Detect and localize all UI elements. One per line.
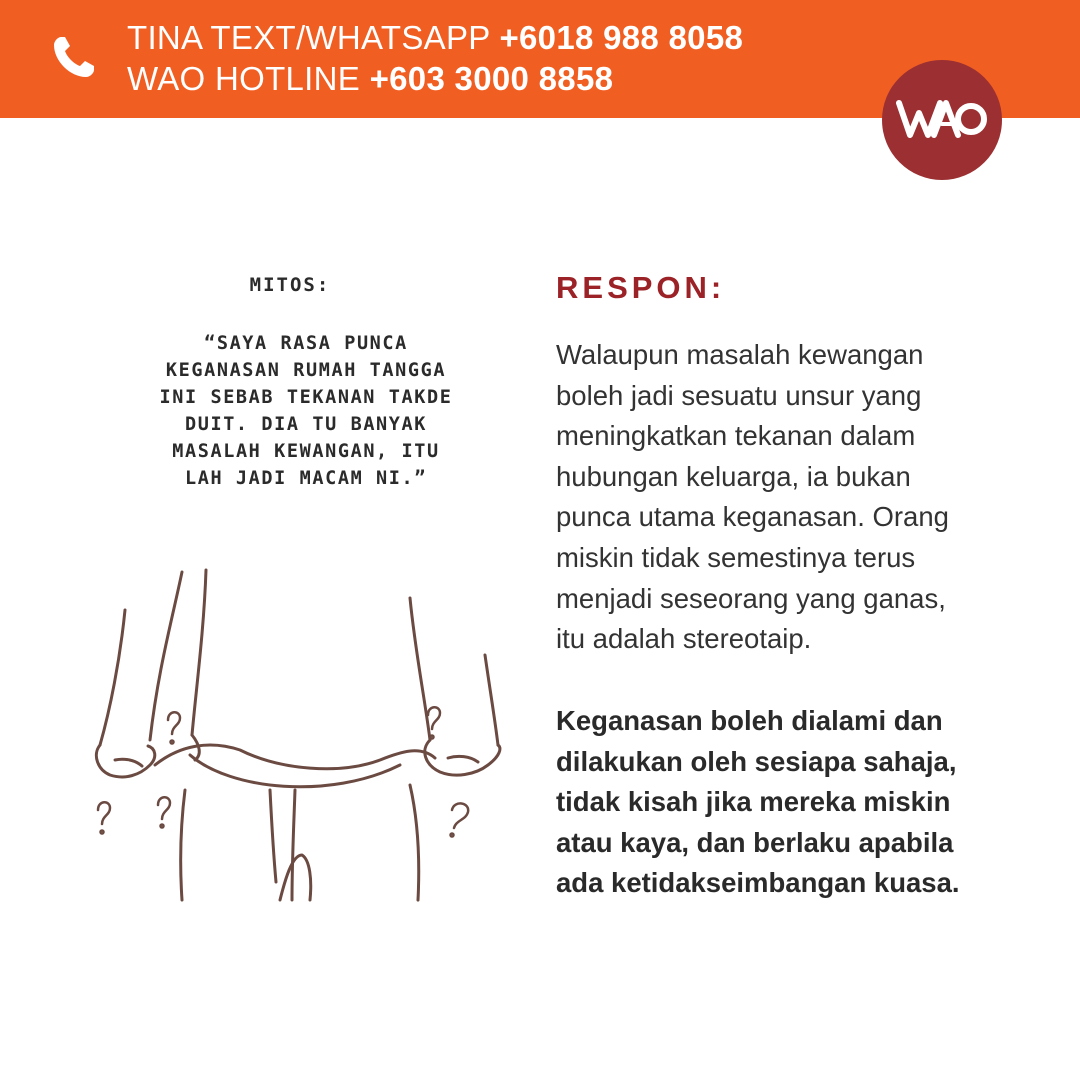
respon-emphasis: Keganasan boleh dialami dan dilakukan oleh sesiapa sahaja, tidak kisah jika mereka miskin atau kaya, dan berlaku apabila ada ketidakseimbangan kuasa. bbox=[556, 705, 960, 899]
whatsapp-number[interactable]: +6018 988 8058 bbox=[499, 19, 744, 56]
left-arm-inner bbox=[192, 570, 206, 735]
question-mark-5 bbox=[452, 803, 468, 828]
question-marks bbox=[98, 707, 468, 836]
hotline-number[interactable]: +603 3000 8858 bbox=[369, 60, 614, 97]
right-finger bbox=[448, 756, 478, 762]
whatsapp-label: TINA TEXT/WHATSAPP bbox=[127, 19, 500, 56]
mitos-heading: MITOS: bbox=[249, 274, 331, 296]
question-mark-2-dot bbox=[161, 825, 164, 828]
hotline-line bbox=[127, 58, 743, 99]
right-arm-back bbox=[485, 655, 498, 745]
phone-icon bbox=[50, 33, 98, 81]
pocket-bottom bbox=[190, 755, 400, 787]
question-mark-2 bbox=[158, 797, 170, 819]
crotch-line bbox=[280, 855, 311, 900]
question-mark-5-dot bbox=[451, 834, 454, 837]
respon-heading: RESPON: bbox=[556, 270, 726, 305]
contact-info bbox=[127, 17, 743, 99]
left-finger bbox=[115, 759, 142, 766]
right-inner-leg bbox=[292, 790, 295, 900]
whatsapp-line bbox=[127, 17, 743, 58]
left-inner-leg bbox=[270, 790, 276, 882]
empty-pockets-illustration bbox=[80, 560, 540, 910]
question-mark-4 bbox=[428, 707, 440, 729]
question-mark-3 bbox=[98, 802, 110, 824]
wao-logo bbox=[882, 60, 1002, 180]
left-hand bbox=[96, 745, 154, 777]
left-leg bbox=[181, 790, 185, 900]
left-arm-outer bbox=[150, 572, 182, 740]
right-leg bbox=[410, 785, 419, 900]
mitos-quote: “SAYA RASA PUNCA KEGANASAN RUMAH TANGGA INI SEBAB TEKANAN TAKDE DUIT. DIA TU BANYAK MASALAH KEWANGAN, ITU LAH JADI MACAM NI.” bbox=[159, 333, 453, 489]
question-mark-4-dot bbox=[431, 736, 434, 739]
question-mark-1 bbox=[168, 712, 180, 734]
left-arm-back bbox=[100, 610, 125, 745]
hotline-label: WAO HOTLINE bbox=[127, 60, 370, 97]
wao-logo-mark bbox=[882, 60, 1002, 180]
question-mark-3-dot bbox=[101, 831, 104, 834]
respon-body: Walaupun masalah kewangan boleh jadi sesuatu unsur yang meningkatkan tekanan dalam hubungan keluarga, ia bukan punca utama keganasan. Orang miskin tidak semestinya terus menjadi seseorang yang ganas, itu adalah stereotaip. bbox=[556, 339, 949, 655]
right-arm-outer bbox=[410, 598, 430, 740]
question-mark-1-dot bbox=[171, 741, 174, 744]
